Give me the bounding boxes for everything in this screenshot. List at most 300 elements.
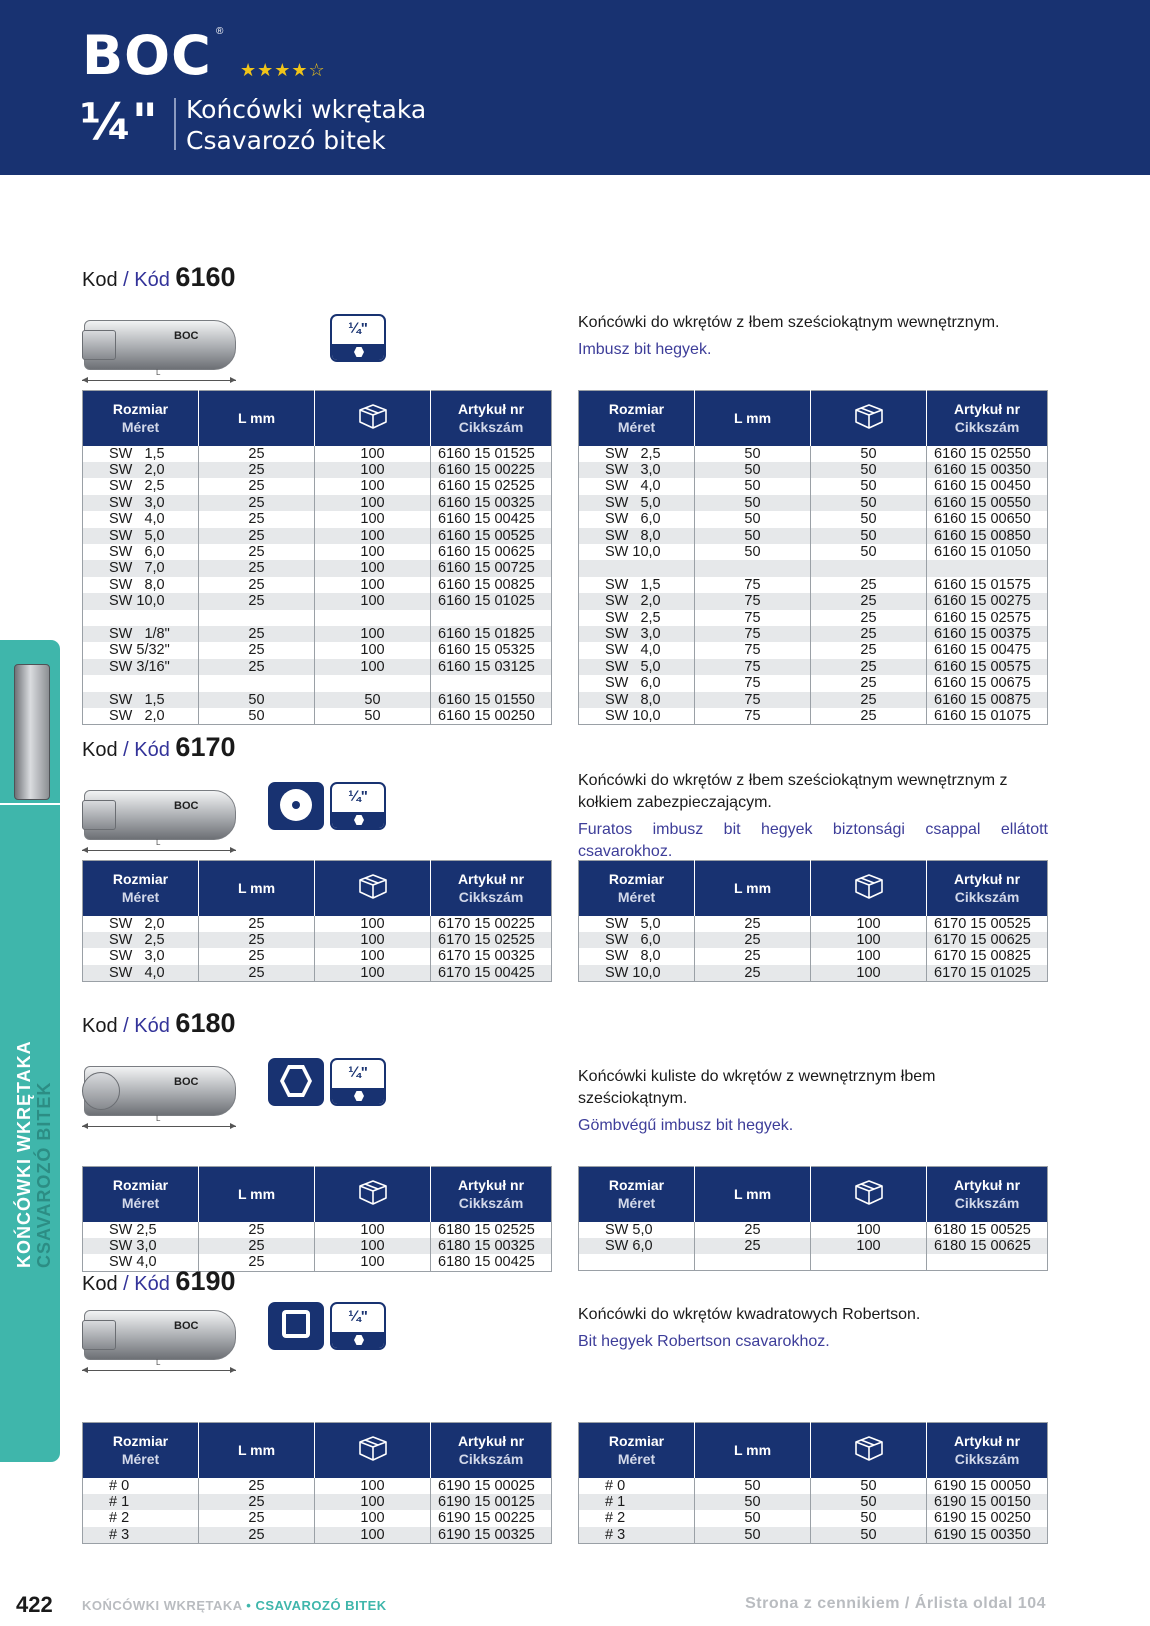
cell-length: 25 xyxy=(199,511,315,527)
cell-length: 75 xyxy=(695,692,811,708)
cell-size: # 1 xyxy=(579,1494,695,1510)
table-row xyxy=(579,478,1048,494)
table-row xyxy=(83,462,552,478)
table-row xyxy=(83,495,552,511)
header-rozmiar: Rozmiar xyxy=(608,1177,665,1194)
cell-article-number[interactable]: 6160 15 00575 xyxy=(927,659,1048,675)
cell-article-number[interactable]: 6160 15 03125 xyxy=(431,659,552,675)
cell-package-qty: 50 xyxy=(811,528,927,544)
cell-length: 25 xyxy=(199,642,315,658)
product-table-left xyxy=(82,1166,552,1272)
cell-article-number[interactable]: 6180 15 00525 xyxy=(934,1221,1031,1238)
cell-length: 25 xyxy=(695,916,811,932)
table-row xyxy=(83,593,552,609)
cell-article-number[interactable]: 6160 15 05325 xyxy=(438,642,535,659)
cell-article-number[interactable]: 6190 15 00350 xyxy=(927,1527,1048,1544)
kod-label-pl: Kod xyxy=(82,1273,118,1295)
cell-package-qty: 25 xyxy=(811,708,927,725)
cell-article-number[interactable]: 6160 15 00450 xyxy=(934,478,1031,495)
description-hu: Gömbvégű imbusz bit hegyek. xyxy=(578,1117,794,1134)
square-socket-icon xyxy=(268,1302,324,1350)
cell-package-qty: 50 xyxy=(811,446,927,462)
cell-article-number[interactable]: 6190 15 00150 xyxy=(927,1494,1048,1510)
cell-article-number[interactable]: 6160 15 01550 xyxy=(431,692,552,708)
table-header-row xyxy=(83,861,552,916)
cell-size: SW 2,0 xyxy=(83,708,199,725)
category-side-tab[interactable] xyxy=(0,640,60,1462)
cell-size: # 1 xyxy=(83,1494,199,1510)
cell-length xyxy=(199,610,315,626)
cell-article-number[interactable]: 6170 15 00425 xyxy=(431,965,552,982)
column-header-length: L mm xyxy=(695,1167,811,1222)
header-cikkszam: Cikkszám xyxy=(954,889,1020,906)
cell-package-qty: 100 xyxy=(315,1222,431,1238)
cell-article-number[interactable]: 6160 15 00850 xyxy=(927,528,1048,544)
cell-package-qty xyxy=(315,675,431,691)
cell-article-number[interactable]: 6160 15 01825 xyxy=(431,626,552,642)
cell-length: 25 xyxy=(695,965,811,982)
column-header-article xyxy=(431,1423,552,1478)
table-row xyxy=(579,495,1048,511)
cell-length: 25 xyxy=(199,577,315,593)
column-header-article xyxy=(927,1423,1048,1478)
cell-article-number[interactable]: 6160 15 00475 xyxy=(934,642,1031,659)
header-meret: Méret xyxy=(121,1451,160,1468)
cell-article-number[interactable]: 6190 15 00050 xyxy=(934,1477,1031,1494)
cell-package-qty: 50 xyxy=(811,1527,927,1544)
kod-label-hu: Kód xyxy=(134,1015,170,1037)
table-row xyxy=(83,1527,552,1544)
cell-article-number[interactable]: 6160 15 00275 xyxy=(927,593,1048,609)
cell-size xyxy=(83,610,199,626)
bit-brand-mark: BOC xyxy=(174,330,199,342)
table-row xyxy=(579,577,1048,593)
page-footer xyxy=(16,1592,1046,1616)
side-tab-label-hu: CSAVAROZÓ BITEK xyxy=(34,1081,54,1268)
table-row xyxy=(83,560,552,576)
bit-product-image xyxy=(82,1302,238,1386)
cell-article-number[interactable]: 6160 15 00825 xyxy=(438,576,535,593)
cell-size xyxy=(83,675,199,691)
header-artykul: Artykuł nr xyxy=(953,401,1021,418)
cell-article-number[interactable]: 6190 15 00325 xyxy=(431,1527,552,1544)
table-row xyxy=(579,593,1048,609)
cell-size: SW 2,0 xyxy=(83,916,199,932)
header-meret: Méret xyxy=(121,889,160,906)
header-meret: Méret xyxy=(617,1451,656,1468)
cell-package-qty: 100 xyxy=(811,965,927,982)
cell-size: SW 6,0 xyxy=(83,544,199,560)
kod-separator: / xyxy=(117,1273,135,1295)
column-header-length: L mm xyxy=(695,1423,811,1478)
cell-article-number[interactable]: 6180 15 00325 xyxy=(431,1238,552,1254)
cell-length: 25 xyxy=(199,462,315,478)
cell-length: 50 xyxy=(695,1494,811,1510)
product-code-number: 6190 xyxy=(175,1266,236,1296)
table-row xyxy=(83,916,552,932)
bit-brand-mark: BOC xyxy=(174,1076,199,1088)
length-dimension-line xyxy=(82,380,236,381)
cell-package-qty: 100 xyxy=(315,1510,431,1526)
cell-article-number[interactable]: 6160 15 01575 xyxy=(934,576,1031,593)
column-header-article xyxy=(927,1167,1048,1222)
cell-size: SW 1/8" xyxy=(83,626,199,642)
side-tab-divider xyxy=(0,803,60,805)
cell-article-number[interactable]: 6160 15 01075 xyxy=(934,707,1031,724)
cell-length xyxy=(695,560,811,576)
table-row xyxy=(579,932,1048,948)
cell-size: SW 8,0 xyxy=(579,948,695,964)
kod-label-pl: Kod xyxy=(82,739,118,761)
column-header-package xyxy=(315,861,431,916)
kod-separator: / xyxy=(117,1015,135,1037)
cell-package-qty: 25 xyxy=(811,692,927,708)
cell-length: 25 xyxy=(199,916,315,932)
cell-article-number[interactable]: 6170 15 00625 xyxy=(927,932,1048,948)
page-title-pl: Końcówki wkrętaka xyxy=(186,95,427,124)
cell-article-number[interactable]: 6160 15 01050 xyxy=(934,543,1031,560)
column-header-article xyxy=(927,861,1048,916)
cell-article-number[interactable]: 6160 15 00425 xyxy=(438,511,535,528)
cell-article-number[interactable]: 6160 15 00550 xyxy=(927,495,1048,511)
column-header-package xyxy=(315,1167,431,1222)
product-code-number: 6160 xyxy=(175,262,236,292)
kod-separator: / xyxy=(117,269,135,291)
table-row xyxy=(83,932,552,948)
cell-length: 75 xyxy=(695,659,811,675)
cell-size: SW 10,0 xyxy=(579,708,695,725)
cell-package-qty: 25 xyxy=(811,675,927,691)
cell-package-qty: 50 xyxy=(811,511,927,527)
cell-article-number[interactable]: 6180 15 00625 xyxy=(927,1238,1048,1254)
header-cikkszam: Cikkszám xyxy=(458,889,524,906)
product-description xyxy=(578,1066,1048,1137)
column-header-package xyxy=(811,861,927,916)
cell-length: 25 xyxy=(199,626,315,642)
cell-length: 50 xyxy=(695,511,811,527)
cell-length: 25 xyxy=(695,948,811,964)
cell-length: 25 xyxy=(199,1478,315,1494)
cell-length: 25 xyxy=(199,948,315,964)
length-dimension-label: L xyxy=(156,838,161,847)
cell-package-qty: 100 xyxy=(315,577,431,593)
column-header-length: L mm xyxy=(199,391,315,446)
cell-size: SW 3/16" xyxy=(83,659,199,675)
cell-article-number[interactable]: 6160 15 00250 xyxy=(438,707,535,724)
cell-size xyxy=(579,560,695,576)
cell-size: SW 3,0 xyxy=(579,462,695,478)
cell-article-number xyxy=(431,610,552,626)
cell-package-qty: 100 xyxy=(811,948,927,964)
product-code-label xyxy=(82,1266,236,1299)
cell-size: SW 2,0 xyxy=(83,462,199,478)
cell-article-number[interactable]: 6160 15 02525 xyxy=(438,478,535,495)
cell-article-number[interactable]: 6160 15 00675 xyxy=(934,675,1031,692)
length-dimension-label: L xyxy=(156,1358,161,1367)
cell-size: SW 7,0 xyxy=(83,560,199,576)
table-row xyxy=(83,544,552,560)
cell-length: 25 xyxy=(199,446,315,462)
tamper-hex-icon xyxy=(268,782,324,830)
cell-article-number[interactable]: 6160 15 00375 xyxy=(927,626,1048,642)
size-label: ¼" xyxy=(80,93,158,151)
cell-article-number[interactable]: 6160 15 00625 xyxy=(438,543,535,560)
cell-article-number[interactable]: 6160 15 00350 xyxy=(927,462,1048,478)
footer-category-hu: CSAVAROZÓ BITEK xyxy=(255,1598,387,1613)
cell-length: 75 xyxy=(695,708,811,725)
header-cikkszam: Cikkszám xyxy=(954,1195,1020,1212)
cell-length: 75 xyxy=(695,642,811,658)
column-header-size xyxy=(83,1423,199,1478)
cell-length: 50 xyxy=(695,478,811,494)
table-row xyxy=(83,511,552,527)
socket-cavity xyxy=(286,1314,306,1334)
table-row xyxy=(83,610,552,626)
table-row xyxy=(579,528,1048,544)
table-row xyxy=(83,948,552,964)
column-header-size xyxy=(83,1167,199,1222)
cell-length: 25 xyxy=(199,1510,315,1526)
cell-article-number[interactable]: 6160 15 02550 xyxy=(934,445,1031,462)
cell-article-number[interactable]: 6190 15 00250 xyxy=(934,1510,1031,1527)
table-row xyxy=(579,708,1048,725)
table-row xyxy=(83,478,552,494)
cell-package-qty: 100 xyxy=(315,560,431,576)
side-tab-label-pl: KOŃCÓWKI WKRĘTAKA xyxy=(14,1040,34,1268)
column-header-size xyxy=(579,1167,695,1222)
cell-package-qty: 100 xyxy=(811,916,927,932)
cell-article-number[interactable]: 6160 15 00525 xyxy=(431,528,552,544)
package-box-icon xyxy=(852,872,886,900)
column-header-size xyxy=(83,391,199,446)
cell-article-number[interactable]: 6170 15 00825 xyxy=(934,948,1031,965)
footer-category xyxy=(82,1598,387,1613)
cell-length: 25 xyxy=(199,560,315,576)
cell-package-qty: 25 xyxy=(811,642,927,658)
cell-article-number[interactable]: 6160 15 01525 xyxy=(438,445,535,462)
column-header-package xyxy=(315,391,431,446)
table-row xyxy=(83,965,552,982)
cell-package-qty: 100 xyxy=(315,446,431,462)
cell-article-number[interactable]: 6160 15 00725 xyxy=(431,560,552,576)
cell-package-qty: 50 xyxy=(811,544,927,560)
product-code-number: 6170 xyxy=(175,732,236,762)
cell-package-qty: 100 xyxy=(315,932,431,948)
cell-package-qty: 50 xyxy=(811,1494,927,1510)
cell-article-number[interactable]: 6170 15 00325 xyxy=(438,948,535,965)
column-header-length: L mm xyxy=(695,391,811,446)
cell-size: SW 1,5 xyxy=(579,577,695,593)
column-header-size xyxy=(579,1423,695,1478)
quarter-inch-hex-drive-icon xyxy=(330,314,386,362)
kod-label-hu: Kód xyxy=(134,269,170,291)
column-header-package xyxy=(811,1167,927,1222)
cell-article-number[interactable]: 6170 15 00225 xyxy=(438,915,535,932)
table-row xyxy=(579,916,1048,932)
package-box-icon xyxy=(356,402,390,430)
cell-article-number[interactable]: 6170 15 02525 xyxy=(431,932,552,948)
cell-length: 50 xyxy=(199,708,315,725)
cell-length: 75 xyxy=(695,593,811,609)
cell-article-number[interactable]: 6160 15 00225 xyxy=(431,462,552,478)
title-divider xyxy=(174,98,176,150)
cell-package-qty: 50 xyxy=(811,478,927,494)
description-hu: Imbusz bit hegyek. xyxy=(578,341,712,358)
cell-size: SW 1,5 xyxy=(83,446,199,462)
table-header-row xyxy=(83,1167,552,1222)
table-row xyxy=(83,1238,552,1254)
kod-separator: / xyxy=(117,739,135,761)
cell-package-qty: 100 xyxy=(315,626,431,642)
cell-package-qty: 100 xyxy=(315,528,431,544)
page-header xyxy=(0,0,1150,175)
cell-package-qty: 100 xyxy=(315,544,431,560)
table-row xyxy=(579,1478,1048,1494)
cell-package-qty: 100 xyxy=(315,593,431,609)
price-list-reference[interactable]: Strona z cennikiem / Árlista oldal 104 xyxy=(745,1595,1046,1612)
cell-size: # 2 xyxy=(83,1510,199,1526)
cell-size: SW 5,0 xyxy=(579,916,695,932)
quarter-inch-label: ¼" xyxy=(348,320,368,337)
cell-article-number[interactable]: 6190 15 00025 xyxy=(438,1477,535,1494)
cell-package-qty: 100 xyxy=(315,1254,431,1271)
header-cikkszam: Cikkszám xyxy=(458,1451,524,1468)
table-row xyxy=(83,446,552,462)
header-meret: Méret xyxy=(121,1195,160,1212)
cell-package-qty: 100 xyxy=(315,916,431,932)
cell-length xyxy=(695,1254,811,1270)
header-rozmiar: Rozmiar xyxy=(112,1433,169,1450)
table-row xyxy=(579,1254,1048,1270)
quarter-inch-label: ¼" xyxy=(348,1064,368,1081)
page-title-hu: Csavarozó bitek xyxy=(186,126,386,155)
cell-size xyxy=(579,1254,695,1270)
bit-product-image xyxy=(82,312,238,396)
cell-article-number[interactable]: 6160 15 01025 xyxy=(431,593,552,609)
header-cikkszam: Cikkszám xyxy=(954,419,1020,436)
cell-article-number[interactable]: 6170 15 00525 xyxy=(934,915,1031,932)
cell-size: SW 8,0 xyxy=(579,528,695,544)
column-header-package xyxy=(315,1423,431,1478)
cell-size: SW 5/32" xyxy=(83,642,199,658)
table-row xyxy=(579,692,1048,708)
bit-brand-mark: BOC xyxy=(174,800,199,812)
cell-length: 25 xyxy=(199,495,315,511)
cell-size: SW 10,0 xyxy=(579,544,695,560)
page-number: 422 xyxy=(16,1592,53,1617)
column-header-length: L mm xyxy=(199,1167,315,1222)
table-row xyxy=(83,675,552,691)
header-meret: Méret xyxy=(121,419,160,436)
column-header-package xyxy=(811,1423,927,1478)
cell-article-number[interactable]: 6190 15 00125 xyxy=(431,1494,552,1510)
table-row xyxy=(579,642,1048,658)
cell-article-number[interactable]: 6170 15 01025 xyxy=(927,965,1048,982)
cell-length: 50 xyxy=(695,528,811,544)
product-description xyxy=(578,770,1048,863)
product-table-right xyxy=(578,1166,1048,1271)
column-header-article xyxy=(431,861,552,916)
description-pl: Końcówki do wkrętów z łbem sześciokątnym wewnętrznym. xyxy=(578,314,1000,331)
cell-length: 25 xyxy=(199,1238,315,1254)
cell-package-qty: 25 xyxy=(811,659,927,675)
cell-article-number[interactable]: 6180 15 00425 xyxy=(438,1254,535,1271)
length-dimension-line xyxy=(82,850,236,851)
product-table-right xyxy=(578,390,1048,725)
header-artykul: Artykuł nr xyxy=(953,1433,1021,1450)
cell-length: 25 xyxy=(199,1254,315,1271)
cell-package-qty: 25 xyxy=(811,577,927,593)
table-row xyxy=(579,446,1048,462)
cell-size: SW 5,0 xyxy=(579,1222,695,1238)
cell-length: 25 xyxy=(199,478,315,494)
cell-package-qty: 100 xyxy=(315,495,431,511)
cell-article-number[interactable]: 6160 15 00325 xyxy=(431,495,552,511)
product-table-left xyxy=(82,860,552,982)
cell-size: SW 10,0 xyxy=(83,593,199,609)
cell-size: SW 3,0 xyxy=(83,495,199,511)
table-row xyxy=(83,708,552,725)
footer-category-pl: KOŃCÓWKI WKRĘTAKA xyxy=(82,1598,243,1613)
cell-article-number[interactable]: 6190 15 00225 xyxy=(438,1510,535,1527)
description-hu: Bit hegyek Robertson csavarokhoz. xyxy=(578,1333,830,1350)
table-row xyxy=(579,948,1048,964)
bit-thumbnail-image xyxy=(14,664,50,800)
bit-tip xyxy=(82,330,116,360)
table-row xyxy=(579,965,1048,982)
table-row xyxy=(579,659,1048,675)
cell-size: # 3 xyxy=(83,1527,199,1544)
cell-size: # 3 xyxy=(579,1527,695,1544)
header-meret: Méret xyxy=(617,1195,656,1212)
header-rozmiar: Rozmiar xyxy=(608,871,665,888)
cell-length: 25 xyxy=(199,659,315,675)
cell-size: SW 6,0 xyxy=(579,932,695,948)
cell-length: 50 xyxy=(695,1527,811,1544)
description-pl: Końcówki do wkrętów kwadratowych Robertson. xyxy=(578,1306,921,1323)
cell-package-qty: 50 xyxy=(811,462,927,478)
cell-package-qty: 100 xyxy=(315,1494,431,1510)
bit-brand-mark: BOC xyxy=(174,1320,199,1332)
table-row xyxy=(579,1494,1048,1510)
cell-length: 25 xyxy=(695,1222,811,1238)
cell-article-number xyxy=(927,1254,1048,1270)
cell-size: SW 4,0 xyxy=(579,478,695,494)
cell-package-qty: 25 xyxy=(811,610,927,626)
quarter-inch-hex-drive-icon xyxy=(330,782,386,830)
cell-length: 25 xyxy=(199,593,315,609)
cell-size: SW 2,5 xyxy=(83,478,199,494)
table-row xyxy=(83,692,552,708)
cell-size: SW 10,0 xyxy=(579,965,695,982)
cell-article-number[interactable]: 6160 15 00875 xyxy=(927,692,1048,708)
cell-package-qty: 100 xyxy=(315,1238,431,1254)
cell-length: 50 xyxy=(695,495,811,511)
product-table-right xyxy=(578,860,1048,982)
cell-length: 25 xyxy=(199,1222,315,1238)
rating-stars: ★★★★☆ xyxy=(240,60,326,80)
cell-length: 25 xyxy=(199,544,315,560)
cell-package-qty: 100 xyxy=(811,932,927,948)
product-table-left xyxy=(82,1422,552,1544)
column-header-article xyxy=(927,391,1048,446)
cell-article-number[interactable]: 6160 15 00650 xyxy=(934,511,1031,528)
cell-length: 25 xyxy=(695,932,811,948)
cell-article-number[interactable]: 6180 15 02525 xyxy=(438,1221,535,1238)
registered-mark: ® xyxy=(216,26,224,37)
cell-article-number[interactable]: 6160 15 02575 xyxy=(934,609,1031,626)
column-header-article xyxy=(431,391,552,446)
